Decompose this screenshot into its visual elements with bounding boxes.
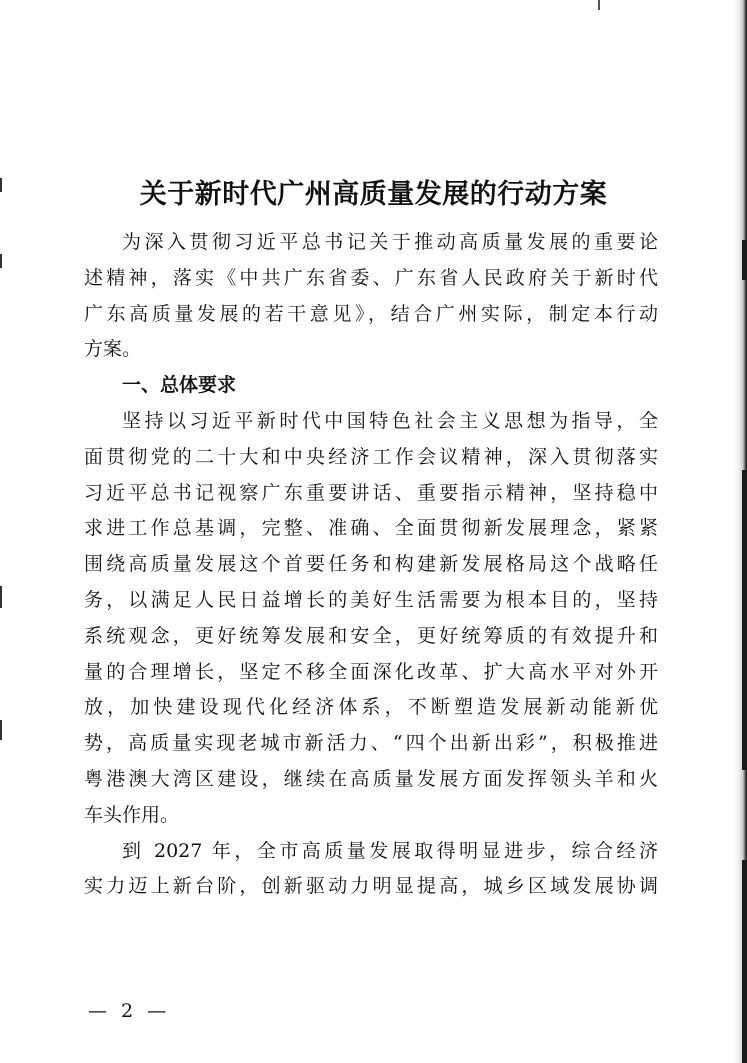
page-number: — 2 — [88,1000,171,1022]
body-line: 系统观念，更好统筹发展和安全，更好统筹质的有效提升和 [84,624,658,647]
body-line: 为深入贯彻习近平总书记关于推动高质量发展的重要论 [122,231,658,253]
body-line: 车头作用。 [84,803,180,826]
body-line: 到 2027 年，全市高质量发展取得明显进步，综合经济 [122,839,658,862]
scan-edge-mark [742,470,747,770]
scan-edge-mark [0,720,2,740]
body-line: 围绕高质量发展这个首要任务和构建新发展格局这个战略任 [84,553,658,576]
body-line: 习近平总书记视察广东重要讲话、重要指示精神，坚持稳中 [84,481,658,504]
scan-edge-mark [0,586,2,608]
body-line: 面贯彻党的二十大和中央经济工作会议精神，深入贯彻落实 [84,445,658,468]
scan-edge-mark [742,860,747,1063]
body-line: 坚持以习近平新时代中国特色社会主义思想为指导，全 [122,409,658,432]
body-line: 粤港澳大湾区建设，继续在高质量发展方面发挥领头羊和火 [84,767,658,790]
body-line: 务，以满足人民日益增长的美好生活需要为根本目的，坚持 [84,588,658,611]
body-line: 放，加快建设现代化经济体系，不断塑造发展新动能新优 [84,696,658,719]
scan-edge-mark [0,254,2,268]
body-line: 量的合理增长，坚定不移全面深化改革、扩大高水平对外开 [84,660,658,683]
document-body [84,225,658,905]
body-line: 述精神，落实《中共广东省委、广东省人民政府关于新时代 [84,266,658,289]
body-line: 方案。 [84,338,142,361]
scan-edge-mark [598,0,600,10]
scan-edge-mark [742,240,747,280]
body-line: 势，高质量实现老城市新活力、“四个出新出彩”，积极推进 [84,732,658,755]
body-line: 求进工作总基调，完整、准确、全面贯彻新发展理念，紧紧 [84,517,658,540]
document-title: 关于新时代广州高质量发展的行动方案 [139,179,608,210]
body-line: 实力迈上新台阶，创新驱动力明显提高，城乡区域发展协调 [84,875,658,898]
body-line: 广东高质量发展的若干意见》，结合广州实际，制定本行动 [84,302,658,325]
section-heading: 一、总体要求 [122,374,237,397]
